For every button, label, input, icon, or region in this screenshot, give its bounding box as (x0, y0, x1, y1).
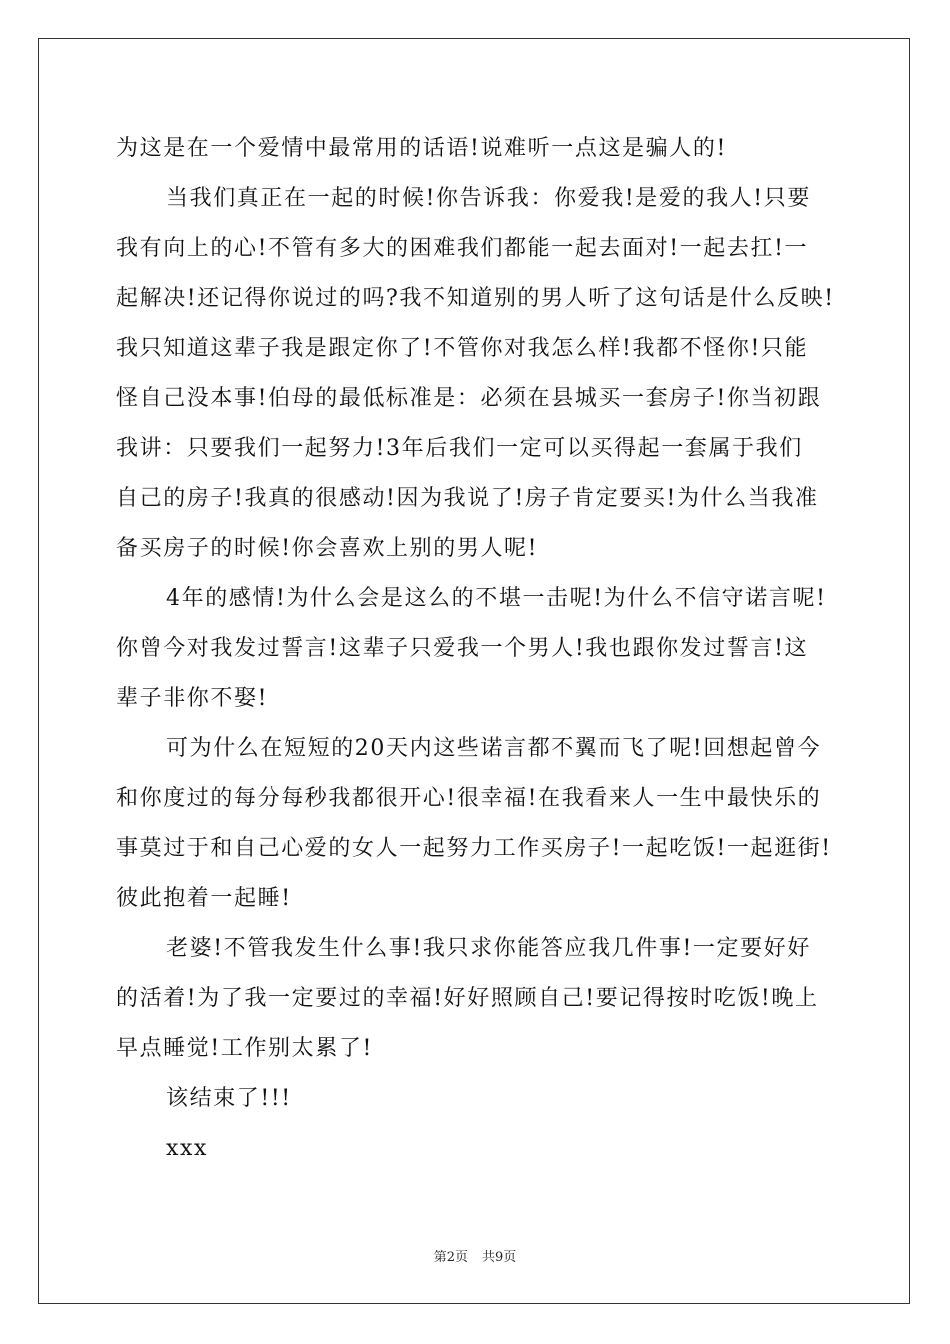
text-line: 彼此抱着一起睡! (116, 886, 292, 911)
text-line: 可为什么在短短的20天内这些诺言都不翼而飞了呢!回想起曾今 (166, 736, 822, 761)
text-line: 早点睡觉!工作别太累了! (116, 1036, 373, 1061)
text-line: 的活着!为了我一定要过的幸福!好好照顾自己!要记得按时吃饭!晚上 (116, 986, 819, 1011)
text-line: 我讲：只要我们一起努力!3年后我们一定可以买得起一套属于我们 (116, 436, 803, 461)
text-line: 当我们真正在一起的时候!你告诉我：你爱我!是爱的我人!只要 (166, 186, 811, 211)
text-line: 自己的房子!我真的很感动!因为我说了!房子肯定要买!为什么当我准 (116, 486, 819, 511)
text-line: 起解决!还记得你说过的吗?我不知道别的男人听了这句话是什么反映! (116, 286, 835, 311)
text-line: 4年的感情!为什么会是这么的不堪一击呢!为什么不信守诺言呢! (166, 586, 827, 611)
text-line: 该结束了!!! (166, 1086, 292, 1111)
text-line: 为这是在一个爱情中最常用的话语!说难听一点这是骗人的! (116, 136, 727, 161)
text-line: 怪自己没本事!伯母的最低标准是：必须在县城买一套房子!你当初跟 (116, 386, 822, 411)
text-line: 备买房子的时候!你会喜欢上别的男人呢! (116, 536, 539, 561)
document-body (116, 124, 838, 1174)
text-line: 老婆!不管我发生什么事!我只求你能答应我几件事!一定要好好 (166, 936, 811, 961)
total-pages: 共9页 (482, 1250, 517, 1265)
text-line: 事莫过于和自己心爱的女人一起努力工作买房子!一起吃饭!一起逛街! (116, 836, 832, 861)
text-line: 我只知道这辈子我是跟定你了!不管你对我怎么样!我都不怪你!只能 (116, 336, 809, 361)
text-line: 和你度过的每分每秒我都很开心!很幸福!在我看来人一生中最快乐的 (116, 786, 822, 811)
page-number: 第2页 (433, 1250, 468, 1265)
page-footer (0, 1246, 950, 1265)
signature-line: xxx (166, 1136, 209, 1161)
text-line: 你曾今对我发过誓言!这辈子只爱我一个男人!我也跟你发过誓言!这 (116, 636, 809, 661)
text-line: 我有向上的心!不管有多大的困难我们都能一起去面对!一起去扛!一 (116, 236, 809, 261)
text-line: 辈子非你不娶! (116, 686, 269, 711)
